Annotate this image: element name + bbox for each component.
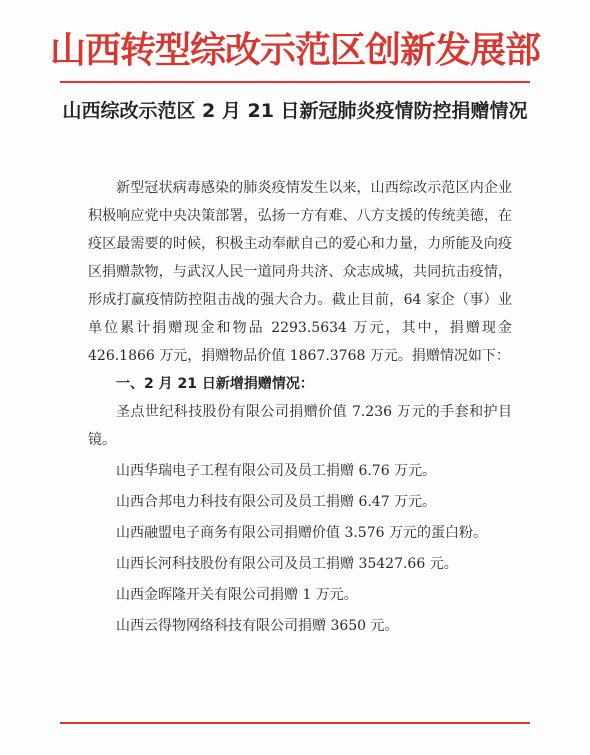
donation-item: 山西长河科技股份有限公司及员工捐赠 35427.66 元。: [116, 556, 458, 572]
donation-item: 山西金晖隆开关有限公司捐赠 1 万元。: [116, 587, 358, 603]
document-title: 山西综改示范区 2 月 21 日新冠肺炎疫情防控捐赠情况: [62, 100, 528, 122]
donation-item: 山西合邦电力科技有限公司及员工捐赠 6.47 万元。: [116, 494, 437, 510]
footer-divider: [60, 722, 530, 724]
masthead-divider: [60, 81, 530, 83]
masthead-title: 山西转型综改示范区创新发展部: [49, 29, 540, 71]
section-heading: 一、2 月 21 日新增捐赠情况：: [116, 376, 314, 392]
intro-paragraph: 新型冠状病毒感染的肺炎疫情发生以来，山西综改示范区内企业积极响应党中央决策部署，弘扬一方有难、八方支援的传统美德，在疫区最需要的时候，积极主动奉献自己的爱心和力量，力所能及向疫区捐赠款物，与武汉人民一道同舟共济、众志成城，共同抗击疫情，形成打赢疫情防控阻击战的强大合力。截止目前，64 家企（事）业单位累计捐赠现金和物品 2293.5634 万元，其中，捐赠现金 426.1866 万元，捐赠物品价值 1867.3768 万元。捐赠情况如下：: [88, 180, 512, 364]
donation-item: 山西华瑞电子工程有限公司及员工捐赠 6.76 万元。: [116, 463, 437, 479]
donation-item: 圣点世纪科技股份有限公司捐赠价值 7.236 万元的手套和护目镜。: [88, 404, 512, 448]
donation-item: 山西云得物网络科技有限公司捐赠 3650 元。: [116, 618, 399, 634]
donation-list: [88, 398, 512, 640]
donation-item: 山西融盟电子商务有限公司捐赠价值 3.576 万元的蛋白粉。: [116, 525, 487, 541]
document-body: [88, 174, 512, 643]
